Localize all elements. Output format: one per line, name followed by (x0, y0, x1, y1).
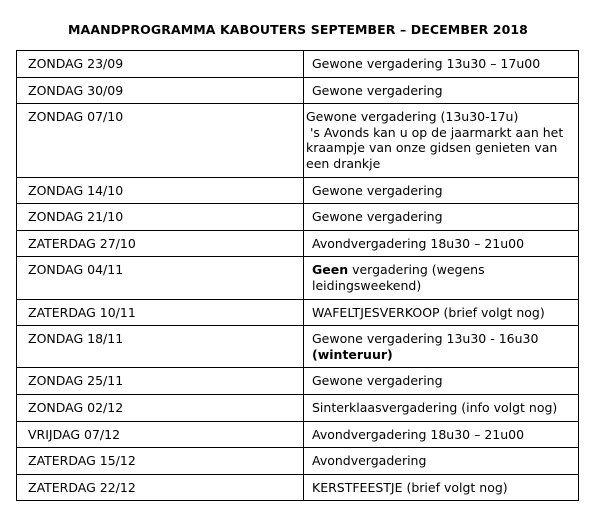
description-cell: Avondvergadering 18u30 – 21u00 (304, 230, 579, 257)
description-cell: Gewone vergadering (304, 368, 579, 395)
table-row (17, 230, 579, 257)
table-row (17, 257, 579, 299)
description-cell: KERSTFEESTJE (brief volgt nog) (304, 474, 579, 501)
date-cell: ZONDAG 30/09 (17, 77, 304, 104)
date-cell: ZONDAG 18/11 (17, 326, 304, 368)
date-cell: ZONDAG 25/11 (17, 368, 304, 395)
description-cell: Gewone vergadering (304, 77, 579, 104)
description-line: Gewone vergadering 13u30 - 16u30 (312, 331, 539, 347)
date-cell: ZONDAG 23/09 (17, 51, 304, 78)
date-cell: ZATERDAG 15/12 (17, 448, 304, 475)
table-row (17, 51, 579, 78)
description-cell: Avondvergadering (304, 448, 579, 475)
description-cell: Gewone vergadering (304, 204, 579, 231)
date-cell: VRIJDAG 07/12 (17, 421, 304, 448)
page-title: MAANDPROGRAMMA KABOUTERS SEPTEMBER – DECEMBER 2018 (68, 22, 528, 37)
table-row (17, 394, 579, 421)
date-cell: ZATERDAG 27/10 (17, 230, 304, 257)
table-row (17, 421, 579, 448)
date-cell: ZONDAG 04/11 (17, 257, 304, 299)
table-row (17, 474, 579, 501)
table-row (17, 77, 579, 104)
table-row (17, 326, 579, 368)
description-line: 's Avonds kan u op de jaarmarkt aan het kraampje van onze gidsen genieten van een drankje (306, 124, 568, 171)
date-cell: ZONDAG 07/10 (17, 104, 304, 177)
bold-note: (winteruur) (312, 346, 393, 362)
table-row (17, 448, 579, 475)
table-row (17, 368, 579, 395)
description-text: vergadering (wegens leidingsweekend) (312, 262, 489, 293)
description-line: Gewone vergadering (13u30-17u) (306, 109, 519, 125)
description-cell (304, 326, 579, 368)
date-cell: ZONDAG 14/10 (17, 177, 304, 204)
date-cell: ZATERDAG 22/12 (17, 474, 304, 501)
table-row (17, 177, 579, 204)
date-cell: ZATERDAG 10/11 (17, 299, 304, 326)
table-row (17, 104, 579, 177)
description-cell: Sinterklaasvergadering (info volgt nog) (304, 394, 579, 421)
description-cell: Gewone vergadering (304, 177, 579, 204)
date-cell: ZONDAG 21/10 (17, 204, 304, 231)
table-row (17, 204, 579, 231)
bold-prefix: Geen (312, 262, 349, 278)
description-cell: Gewone vergadering 13u30 – 17u00 (304, 51, 579, 78)
date-cell: ZONDAG 02/12 (17, 394, 304, 421)
description-cell: Avondvergadering 18u30 – 21u00 (304, 421, 579, 448)
schedule-table (16, 50, 579, 501)
description-cell (304, 257, 579, 299)
description-cell (304, 104, 579, 177)
description-cell: WAFELTJESVERKOOP (brief volgt nog) (304, 299, 579, 326)
table-row (17, 299, 579, 326)
